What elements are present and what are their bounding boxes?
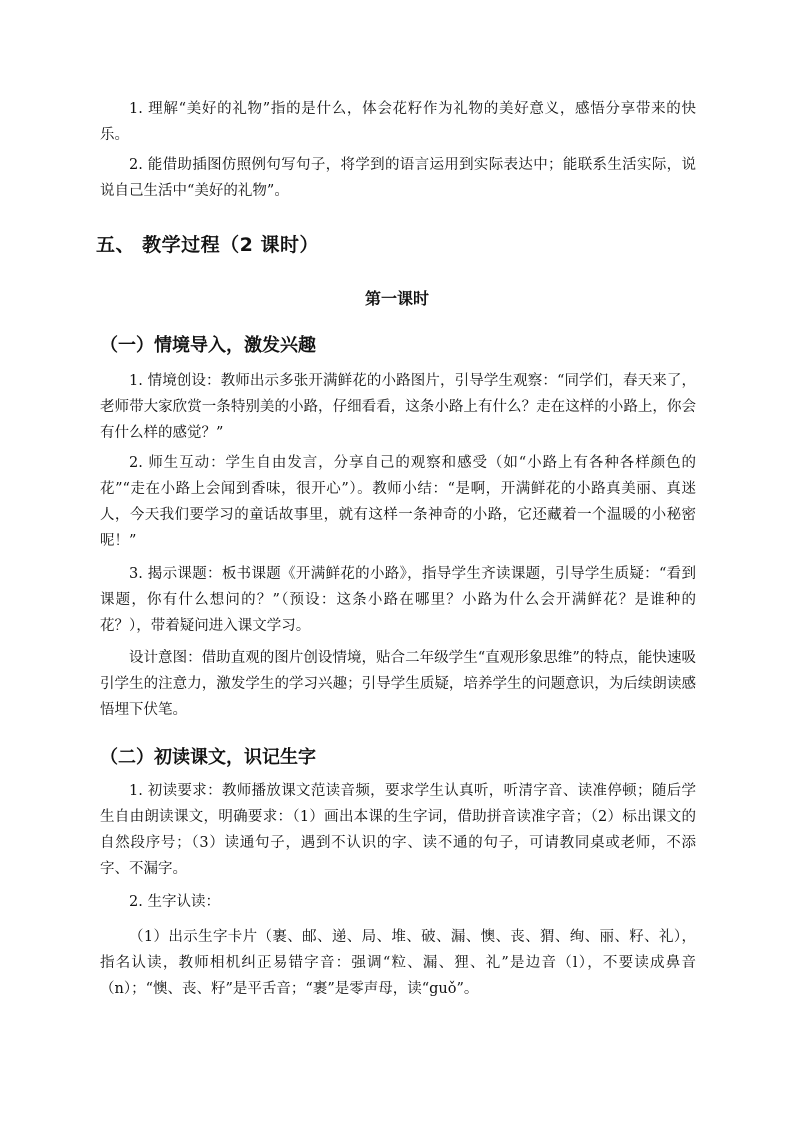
part2-heading: （二）初读课文，识记生字 [100,747,316,768]
part1-heading: （一）情境导入，激发兴趣 [100,335,316,356]
objective-paragraph-1: 1. 理解“美好的礼物”指的是什么，体会花籽作为礼物的美好意义，感悟分享带来的快乐。 [100,101,696,143]
part1-paragraph-3: 3. 揭示课题：板书课题《开满鲜花的小路》，指导学生齐读课题，引导学生质疑：“看到课题，你有什么想问的？”（预设：这条小路在哪里？小路为什么会开满鲜花？是谁种的花？），带着疑问进入课文学习。 [100,566,696,634]
part1-paragraph-2: 2. 师生互动：学生自由发言，分享自己的观察和感受（如“小路上有各种各样颜色的花”“走在小路上会闻到香味，很开心”）。教师小结：“是啊，开满鲜花的小路真美丽、真迷人，今天我们要学习的童话故事里，就有这样一条神奇的小路，它还藏着一个温暖的小秘密呢！” [100,455,696,549]
lesson-title: 第一课时 [364,289,429,308]
part2-paragraph-3: （1）出示生字卡片（裹、邮、递、局、堆、破、漏、懊、丧、猬、绚、丽、籽、礼），指名认读，教师相机纠正易错字音：强调“粒、漏、狸、礼”是边音（l），不要读成鼻音（n）；“懊、丧、籽”是平舌音；“裹”是零声母，读“guǒ”。 [100,929,696,997]
part2-paragraph-1: 1. 初读要求：教师播放课文范读音频，要求学生认真听，听清字音、读准停顿；随后学生自由朗读课文，明确要求：（1）画出本课的生字词，借助拼音读准字音；（2）标出课文的自然段序号；（3）读通句子，遇到不认识的字、读不通的句子，可请教同桌或老师，不添字、不漏字。 [100,783,696,877]
part1-paragraph-1: 1. 情境创设：教师出示多张开满鲜花的小路图片，引导学生观察：“同学们，春天来了，老师带大家欣赏一条特别美的小路，仔细看看，这条小路上有什么？走在这样的小路上，你会有什么样的感觉？” [100,373,696,441]
objective-paragraph-2: 2. 能借助插图仿照例句写句子，将学到的语言运用到实际表达中；能联系生活实际，说说自己生活中“美好的礼物”。 [100,157,696,199]
design-intent-paragraph: 设计意图：借助直观的图片创设情境，贴合二年级学生“直观形象思维”的特点，能快速吸引学生的注意力，激发学生的学习兴趣；引导学生质疑，培养学生的问题意识，为后续朗读感悟埋下伏笔。 [100,650,696,718]
part2-paragraph-2: 2. 生字认读： [129,894,220,910]
section-heading: 五、 教学过程（2 课时） [96,234,319,256]
